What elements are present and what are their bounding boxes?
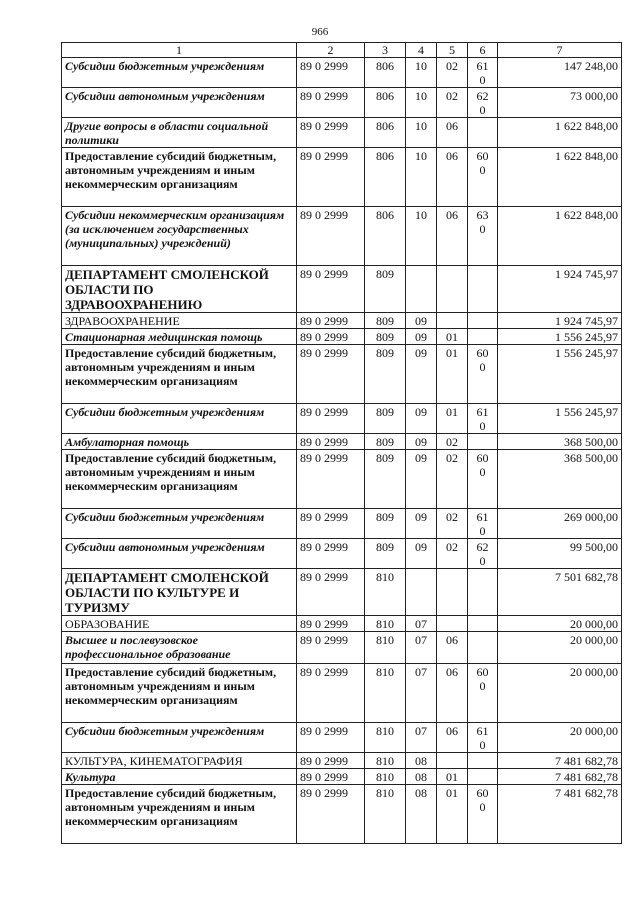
row-amount: 368 500,00 — [498, 434, 622, 450]
row-expense-type-code — [468, 753, 498, 769]
row-department-code: 809 — [365, 313, 406, 329]
row-department-code: 810 — [365, 785, 406, 844]
row-department-code: 810 — [365, 753, 406, 769]
row-target-code: 89 0 2999 — [297, 616, 365, 632]
row-subsection-code: 01 — [437, 345, 468, 404]
row-subsection-code: 02 — [437, 509, 468, 539]
header-col-6: 6 — [468, 43, 498, 58]
row-subsection-code: 06 — [437, 632, 468, 664]
row-amount: 1 556 245,97 — [498, 404, 622, 434]
row-subsection-code: 01 — [437, 785, 468, 844]
row-subsection-code — [437, 313, 468, 329]
table-row — [62, 664, 622, 723]
table-row — [62, 148, 622, 207]
row-department-code: 810 — [365, 723, 406, 753]
row-amount: 7 481 682,78 — [498, 753, 622, 769]
row-target-code: 89 0 2999 — [297, 450, 365, 509]
row-name: Субсидии автономным учреждениям — [62, 539, 297, 569]
row-section-code: 09 — [406, 345, 437, 404]
row-department-code: 809 — [365, 404, 406, 434]
row-department-code: 810 — [365, 569, 406, 616]
row-subsection-code: 06 — [437, 664, 468, 723]
row-target-code: 89 0 2999 — [297, 313, 365, 329]
row-subsection-code: 02 — [437, 58, 468, 88]
table-row — [62, 723, 622, 753]
table-row — [62, 404, 622, 434]
row-department-code: 806 — [365, 88, 406, 118]
row-target-code: 89 0 2999 — [297, 118, 365, 148]
row-expense-type-code: 60 0 — [468, 785, 498, 844]
row-amount: 1 924 745,97 — [498, 266, 622, 313]
row-amount: 20 000,00 — [498, 632, 622, 664]
row-expense-type-code: 62 0 — [468, 88, 498, 118]
row-department-code: 809 — [365, 329, 406, 345]
row-expense-type-code: 60 0 — [468, 664, 498, 723]
row-expense-type-code — [468, 266, 498, 313]
row-subsection-code: 06 — [437, 207, 468, 266]
row-expense-type-code: 61 0 — [468, 509, 498, 539]
page-number: 966 — [311, 26, 329, 38]
table-header-row — [62, 43, 622, 58]
row-section-code: 08 — [406, 753, 437, 769]
row-section-code — [406, 266, 437, 313]
row-expense-type-code: 61 0 — [468, 58, 498, 88]
row-expense-type-code — [468, 313, 498, 329]
row-subsection-code: 06 — [437, 148, 468, 207]
row-section-code: 07 — [406, 664, 437, 723]
row-subsection-code — [437, 569, 468, 616]
row-name: Предоставление субсидий бюджетным, автономным учреждениям и иным некоммерческим организациям — [62, 785, 297, 844]
row-target-code: 89 0 2999 — [297, 632, 365, 664]
row-amount: 1 622 848,00 — [498, 207, 622, 266]
row-subsection-code: 06 — [437, 118, 468, 148]
header-col-4: 4 — [406, 43, 437, 58]
table-row — [62, 753, 622, 769]
row-subsection-code: 01 — [437, 769, 468, 785]
row-name: Амбулаторная помощь — [62, 434, 297, 450]
row-department-code: 809 — [365, 509, 406, 539]
row-department-code: 809 — [365, 450, 406, 509]
row-target-code: 89 0 2999 — [297, 404, 365, 434]
row-section-code: 07 — [406, 632, 437, 664]
table-row — [62, 539, 622, 569]
row-department-code: 809 — [365, 345, 406, 404]
row-target-code: 89 0 2999 — [297, 148, 365, 207]
header-col-2: 2 — [297, 43, 365, 58]
row-name: Субсидии бюджетным учреждениям — [62, 723, 297, 753]
row-amount: 1 924 745,97 — [498, 313, 622, 329]
row-name: Предоставление субсидий бюджетным, автономным учреждениям и иным некоммерческим организациям — [62, 450, 297, 509]
header-col-3: 3 — [365, 43, 406, 58]
row-name: ЗДРАВООХРАНЕНИЕ — [62, 313, 297, 329]
row-section-code: 10 — [406, 207, 437, 266]
table-row — [62, 266, 622, 313]
row-subsection-code: 06 — [437, 723, 468, 753]
row-target-code: 89 0 2999 — [297, 345, 365, 404]
budget-table — [61, 42, 622, 844]
row-amount: 1 622 848,00 — [498, 148, 622, 207]
row-section-code: 10 — [406, 58, 437, 88]
row-section-code: 07 — [406, 723, 437, 753]
row-name: ДЕПАРТАМЕНТ СМОЛЕНСКОЙ ОБЛАСТИ ПО ЗДРАВООХРАНЕНИЮ — [62, 266, 297, 313]
row-section-code: 08 — [406, 769, 437, 785]
row-name: Субсидии автономным учреждениям — [62, 88, 297, 118]
row-subsection-code: 01 — [437, 329, 468, 345]
row-target-code: 89 0 2999 — [297, 58, 365, 88]
row-name: ОБРАЗОВАНИЕ — [62, 616, 297, 632]
table-row — [62, 345, 622, 404]
row-expense-type-code: 61 0 — [468, 404, 498, 434]
row-target-code: 89 0 2999 — [297, 785, 365, 844]
row-expense-type-code: 63 0 — [468, 207, 498, 266]
row-amount: 73 000,00 — [498, 88, 622, 118]
row-expense-type-code — [468, 434, 498, 450]
table-row — [62, 434, 622, 450]
row-department-code: 806 — [365, 58, 406, 88]
row-amount: 1 622 848,00 — [498, 118, 622, 148]
row-department-code: 806 — [365, 207, 406, 266]
row-section-code: 09 — [406, 313, 437, 329]
row-amount: 269 000,00 — [498, 509, 622, 539]
row-amount: 7 481 682,78 — [498, 769, 622, 785]
row-expense-type-code: 61 0 — [468, 723, 498, 753]
table-row — [62, 88, 622, 118]
row-section-code: 10 — [406, 148, 437, 207]
row-expense-type-code — [468, 769, 498, 785]
row-subsection-code: 02 — [437, 450, 468, 509]
row-target-code: 89 0 2999 — [297, 266, 365, 313]
row-department-code: 809 — [365, 539, 406, 569]
row-expense-type-code: 60 0 — [468, 450, 498, 509]
table-row — [62, 569, 622, 616]
table-row — [62, 58, 622, 88]
row-subsection-code — [437, 616, 468, 632]
row-name: Предоставление субсидий бюджетным, автономным учреждениям и иным некоммерческим организациям — [62, 148, 297, 207]
row-name: Субсидии бюджетным учреждениям — [62, 404, 297, 434]
row-name: Субсидии бюджетным учреждениям — [62, 58, 297, 88]
row-section-code: 10 — [406, 118, 437, 148]
row-name: Культура — [62, 769, 297, 785]
row-section-code: 09 — [406, 404, 437, 434]
row-department-code: 806 — [365, 148, 406, 207]
header-col-1: 1 — [62, 43, 297, 58]
row-target-code: 89 0 2999 — [297, 539, 365, 569]
header-col-7: 7 — [498, 43, 622, 58]
table-row — [62, 769, 622, 785]
row-expense-type-code: 62 0 — [468, 539, 498, 569]
row-section-code — [406, 569, 437, 616]
row-target-code: 89 0 2999 — [297, 664, 365, 723]
row-name: Другие вопросы в области социальной политики — [62, 118, 297, 148]
row-name: Субсидии бюджетным учреждениям — [62, 509, 297, 539]
row-amount: 1 556 245,97 — [498, 345, 622, 404]
row-amount: 368 500,00 — [498, 450, 622, 509]
table-row — [62, 313, 622, 329]
row-expense-type-code: 60 0 — [468, 148, 498, 207]
row-target-code: 89 0 2999 — [297, 769, 365, 785]
row-subsection-code — [437, 753, 468, 769]
table-row — [62, 118, 622, 148]
row-department-code: 810 — [365, 664, 406, 723]
row-department-code: 810 — [365, 769, 406, 785]
table-row — [62, 450, 622, 509]
row-amount: 20 000,00 — [498, 723, 622, 753]
row-department-code: 809 — [365, 266, 406, 313]
row-section-code: 09 — [406, 509, 437, 539]
row-target-code: 89 0 2999 — [297, 329, 365, 345]
row-name: Предоставление субсидий бюджетным, автономным учреждениям и иным некоммерческим организациям — [62, 345, 297, 404]
row-section-code: 10 — [406, 88, 437, 118]
row-amount: 147 248,00 — [498, 58, 622, 88]
row-subsection-code — [437, 266, 468, 313]
row-department-code: 809 — [365, 434, 406, 450]
row-subsection-code: 02 — [437, 539, 468, 569]
row-amount: 99 500,00 — [498, 539, 622, 569]
table-row — [62, 509, 622, 539]
row-expense-type-code: 60 0 — [468, 345, 498, 404]
row-expense-type-code — [468, 632, 498, 664]
row-target-code: 89 0 2999 — [297, 753, 365, 769]
row-department-code: 806 — [365, 118, 406, 148]
row-target-code: 89 0 2999 — [297, 434, 365, 450]
row-target-code: 89 0 2999 — [297, 723, 365, 753]
row-section-code: 09 — [406, 539, 437, 569]
row-name: КУЛЬТУРА, КИНЕМАТОГРАФИЯ — [62, 753, 297, 769]
row-subsection-code: 01 — [437, 404, 468, 434]
row-expense-type-code — [468, 616, 498, 632]
row-amount: 20 000,00 — [498, 664, 622, 723]
row-amount: 20 000,00 — [498, 616, 622, 632]
row-expense-type-code — [468, 569, 498, 616]
row-expense-type-code — [468, 118, 498, 148]
row-section-code: 09 — [406, 329, 437, 345]
table-row — [62, 785, 622, 844]
table-row — [62, 632, 622, 664]
row-department-code: 810 — [365, 616, 406, 632]
row-name: ДЕПАРТАМЕНТ СМОЛЕНСКОЙ ОБЛАСТИ ПО КУЛЬТУРЕ И ТУРИЗМУ — [62, 569, 297, 616]
row-target-code: 89 0 2999 — [297, 88, 365, 118]
table-row — [62, 329, 622, 345]
row-name: Предоставление субсидий бюджетным, автономным учреждениям и иным некоммерческим организациям — [62, 664, 297, 723]
row-target-code: 89 0 2999 — [297, 569, 365, 616]
row-target-code: 89 0 2999 — [297, 207, 365, 266]
row-target-code: 89 0 2999 — [297, 509, 365, 539]
row-subsection-code: 02 — [437, 88, 468, 118]
table-row — [62, 616, 622, 632]
row-amount: 7 501 682,78 — [498, 569, 622, 616]
table-row — [62, 207, 622, 266]
row-name: Стационарная медицинская помощь — [62, 329, 297, 345]
row-department-code: 810 — [365, 632, 406, 664]
row-section-code: 09 — [406, 450, 437, 509]
row-section-code: 08 — [406, 785, 437, 844]
row-section-code: 09 — [406, 434, 437, 450]
row-section-code: 07 — [406, 616, 437, 632]
header-col-5: 5 — [437, 43, 468, 58]
row-amount: 7 481 682,78 — [498, 785, 622, 844]
row-amount: 1 556 245,97 — [498, 329, 622, 345]
row-name: Субсидии некоммерческим организациям (за исключением государственных (муниципальных) учреждений) — [62, 207, 297, 266]
row-subsection-code: 02 — [437, 434, 468, 450]
row-name: Высшее и послевузовское профессиональное образование — [62, 632, 297, 664]
row-expense-type-code — [468, 329, 498, 345]
